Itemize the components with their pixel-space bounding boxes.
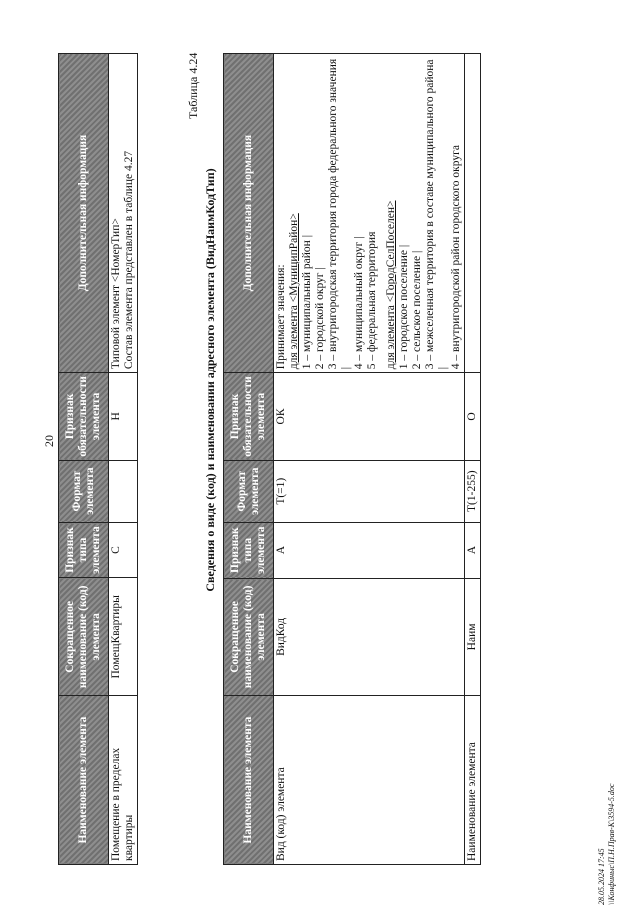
table-label: Таблица 4.24 bbox=[186, 52, 200, 119]
cell-name: Помещение в пределах квартиры bbox=[109, 696, 138, 865]
cell-code: ПомещКвартиры bbox=[109, 578, 138, 696]
header-format: Формат элемента bbox=[59, 460, 109, 522]
info-intro: Принимает значения: bbox=[275, 264, 287, 370]
header-name: Наименование элемента bbox=[224, 696, 274, 865]
cell-type: А bbox=[274, 522, 465, 578]
info-item: 1 – городское поселение | bbox=[398, 244, 410, 370]
info-line: Состав элемента представлен в таблице 4.27 bbox=[123, 150, 135, 370]
info-item: 1 – муниципальный район | bbox=[301, 234, 313, 370]
header-type: Признак типа элемента bbox=[59, 522, 109, 578]
cell-format bbox=[109, 460, 138, 522]
footer-note bbox=[597, 784, 617, 905]
cell-type: С bbox=[109, 522, 138, 578]
cell-required: О bbox=[465, 373, 481, 461]
cell-info bbox=[274, 54, 465, 373]
page-number: 20 bbox=[42, 435, 56, 447]
table-address-element-1 bbox=[58, 53, 138, 865]
header-code: Сокращенное наименование (код) элемента bbox=[59, 578, 109, 696]
cell-info bbox=[465, 54, 481, 373]
info-item: 4 – внутригородской район городского округа bbox=[450, 145, 462, 370]
cell-required: ОК bbox=[274, 373, 465, 461]
cell-type: А bbox=[465, 522, 481, 578]
cell-format: T(=1) bbox=[274, 460, 465, 522]
info-line: Типовой элемент <НомерТип> bbox=[110, 218, 122, 370]
info-group1-heading: для элемента <МуниципРайон> bbox=[288, 213, 300, 370]
info-item: 3 – межселенная территория в составе муниципального района | bbox=[424, 59, 449, 370]
table-row bbox=[109, 54, 138, 865]
header-info: Дополнительная информация bbox=[224, 54, 274, 373]
footer-line: \\Конфиныс\П.Н.Прав-К\3594-5.doc bbox=[607, 783, 616, 905]
footer-line: 28.05.2024 17:45 bbox=[597, 848, 606, 905]
table-row bbox=[465, 54, 481, 865]
table-title: Сведения о виде (код) и наименовании адресного элемента (ВидНаимКодТип) bbox=[203, 168, 217, 592]
info-item: 5 – федеральная территория bbox=[366, 231, 378, 370]
header-type: Признак типа элемента bbox=[224, 522, 274, 578]
info-item: 4 – муниципальный округ | bbox=[353, 236, 365, 370]
info-group2-heading: для элемента <ГородСелПоселен> bbox=[385, 200, 397, 370]
header-format: Формат элемента bbox=[224, 460, 274, 522]
info-item: 3 – внутригородская территория города федерального значения | bbox=[327, 58, 352, 370]
table-vid-naim-kod-tip bbox=[223, 53, 481, 865]
cell-name: Вид (код) элемента bbox=[274, 696, 465, 865]
info-item: 2 – городской округ | bbox=[314, 267, 326, 370]
cell-code: ВидКод bbox=[274, 578, 465, 696]
header-info: Дополнительная информация bbox=[59, 54, 109, 373]
cell-format: T(1-255) bbox=[465, 460, 481, 522]
cell-name: Наименование элемента bbox=[465, 696, 481, 865]
cell-code: Наим bbox=[465, 578, 481, 696]
header-code: Сокращенное наименование (код) элемента bbox=[224, 578, 274, 696]
table-row bbox=[274, 54, 465, 865]
header-name: Наименование элемента bbox=[59, 696, 109, 865]
header-required: Признак обязательности элемента bbox=[59, 373, 109, 461]
header-required: Признак обязательности элемента bbox=[224, 373, 274, 461]
cell-required: Н bbox=[109, 373, 138, 461]
cell-info bbox=[109, 54, 138, 373]
info-item: 2 – сельское поселение | bbox=[411, 250, 423, 370]
